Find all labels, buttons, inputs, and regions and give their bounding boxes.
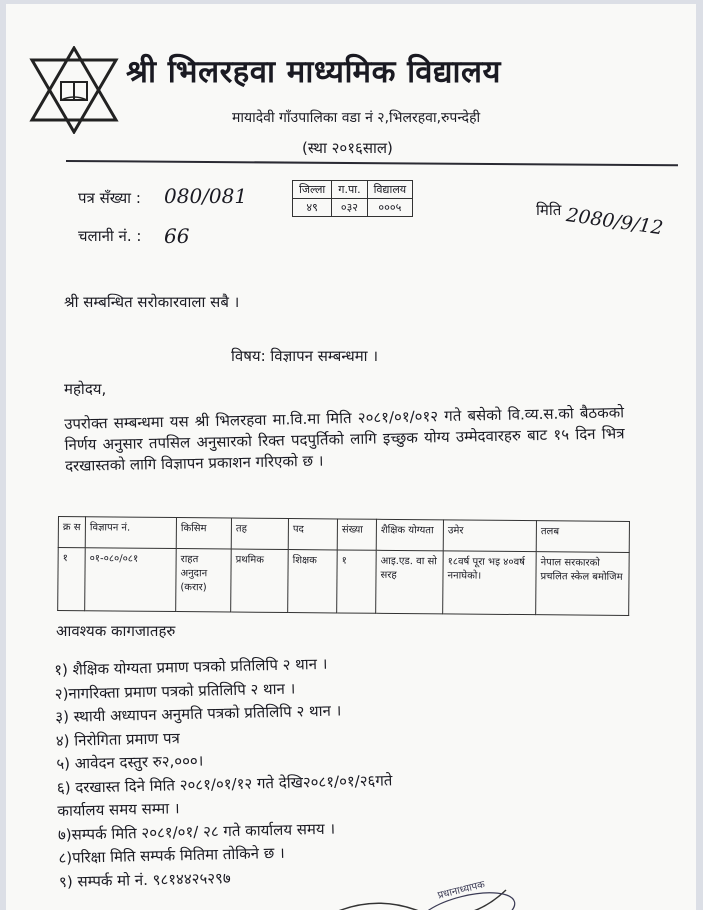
school-address: मायादेवी गाँउपालिका वडा नं २,भिलरहवा,रुपन्देही [232, 110, 481, 126]
cell-sn: १ [58, 548, 86, 611]
code-value-gapa: ०३२ [332, 199, 367, 217]
col-sn: क्र स [58, 517, 85, 548]
list-item: ६) दरखास्त दिने मिति २०८१/०१/१२ गते देखि२०८१/०१/२६गते [56, 770, 393, 797]
code-header-school: विद्यालय [367, 181, 413, 199]
subject-line: विषय: विज्ञापन सम्बन्धमा । [231, 347, 379, 365]
list-item: ८)परिक्षा मिति सम्पर्क मितिमा तोकिने छ । [58, 843, 285, 867]
cell-qualification: आइ.एड. वा सो सरह [376, 550, 444, 614]
col-post: पद [288, 519, 337, 550]
addressee: श्री सम्बन्धित सरोकारवाला सबै । [64, 293, 240, 311]
cell-ad-no: ०१-०८०/०८१ [85, 548, 177, 612]
col-salary: तलब [536, 521, 629, 553]
patra-label: पत्र सँख्या : [78, 189, 141, 207]
established-year: (स्था २०१६साल) [302, 139, 393, 157]
cell-count: १ [337, 550, 377, 613]
documents-list [54, 651, 395, 894]
col-level: तह [231, 518, 288, 549]
code-table [292, 180, 413, 217]
list-item: ५) आवेदन दस्तुर रु२,०००। [56, 751, 204, 773]
list-item: ९) सम्पर्क मो नं. ९८१४४२५२९७ [58, 868, 231, 891]
list-item: कार्यालय समय सम्मा । [57, 799, 180, 820]
col-count: संख्या [337, 519, 376, 550]
col-qualification: शैक्षिक योग्यता [376, 519, 443, 551]
date-label: मिति [536, 201, 562, 219]
code-header-district: जिल्ला [293, 181, 332, 199]
vacancy-table [57, 516, 630, 616]
stamp-label: प्रधानाध्यापक [436, 879, 487, 902]
chalani-number: 66 [164, 224, 190, 248]
letter-page [6, 4, 696, 910]
documents-title: आवश्यक कागजातहरु [56, 622, 176, 640]
list-item: ४) निरोगिता प्रमाण पत्र [55, 728, 181, 750]
body-paragraph: उपरोक्त सम्बन्धमा यस श्री भिलरहवा मा.वि.मा मिति २०८१/०१/०१२ गते बसेको वि.व्य.स.को बैठकको निर्णय अनुसार तपसिल अनुसारको रिक्त पदपुर्तिको लागि इच्छुक योग्य उम्मेदवारहरु बाट १५ दिन भित्र दरखास्तको लागि विज्ञापन प्रकाशन गरिएको छ । [64, 403, 625, 475]
chalani-label: चलानी नं. : [78, 227, 142, 245]
cell-age: १८वर्ष पूरा भइ ४०वर्ष ननाघेको। [443, 551, 537, 615]
cell-post: शिक्षक [288, 550, 338, 613]
list-item: ३) स्थायी अध्यापन अनुमति पत्रको प्रतिलिपि २ थान । [55, 701, 342, 726]
patra-number: 080/081 [164, 184, 248, 208]
code-header-gapa: ग.पा. [332, 181, 367, 199]
school-name: श्री भिलरहवा माध्यमिक विद्यालय [126, 54, 501, 90]
col-ad-no: विज्ञापन नं. [85, 517, 176, 549]
list-item: १) शैक्षिक योग्यता प्रमाण पत्रको प्रतिलिपि २ थान । [54, 654, 328, 679]
cell-level: प्रथमिक [231, 549, 289, 612]
salutation: महोदय, [64, 380, 107, 398]
vacancy-table-header [58, 517, 629, 553]
code-value-school: ०००५ [367, 199, 413, 217]
list-item: २)नागरिक्ता प्रमाण पत्रको प्रतिलिपि २ थान । [54, 679, 296, 703]
header-divider [66, 160, 678, 166]
cell-salary: नेपाल सरकारको प्रचलित स्केल बमोजिम [536, 552, 630, 616]
school-logo [28, 46, 120, 134]
cell-type: राहत अनुदान (करार) [176, 549, 232, 612]
table-row [58, 548, 630, 616]
signature-stamp [306, 872, 526, 910]
col-age: उमेर [443, 520, 536, 552]
col-type: किसिम [176, 518, 231, 549]
code-value-district: ४९ [293, 199, 332, 217]
list-item: ७)सम्पर्क मिति २०८१/०१/ २८ गते कार्यालय समय । [57, 819, 336, 844]
date-value: 2080/9/12 [564, 204, 665, 240]
